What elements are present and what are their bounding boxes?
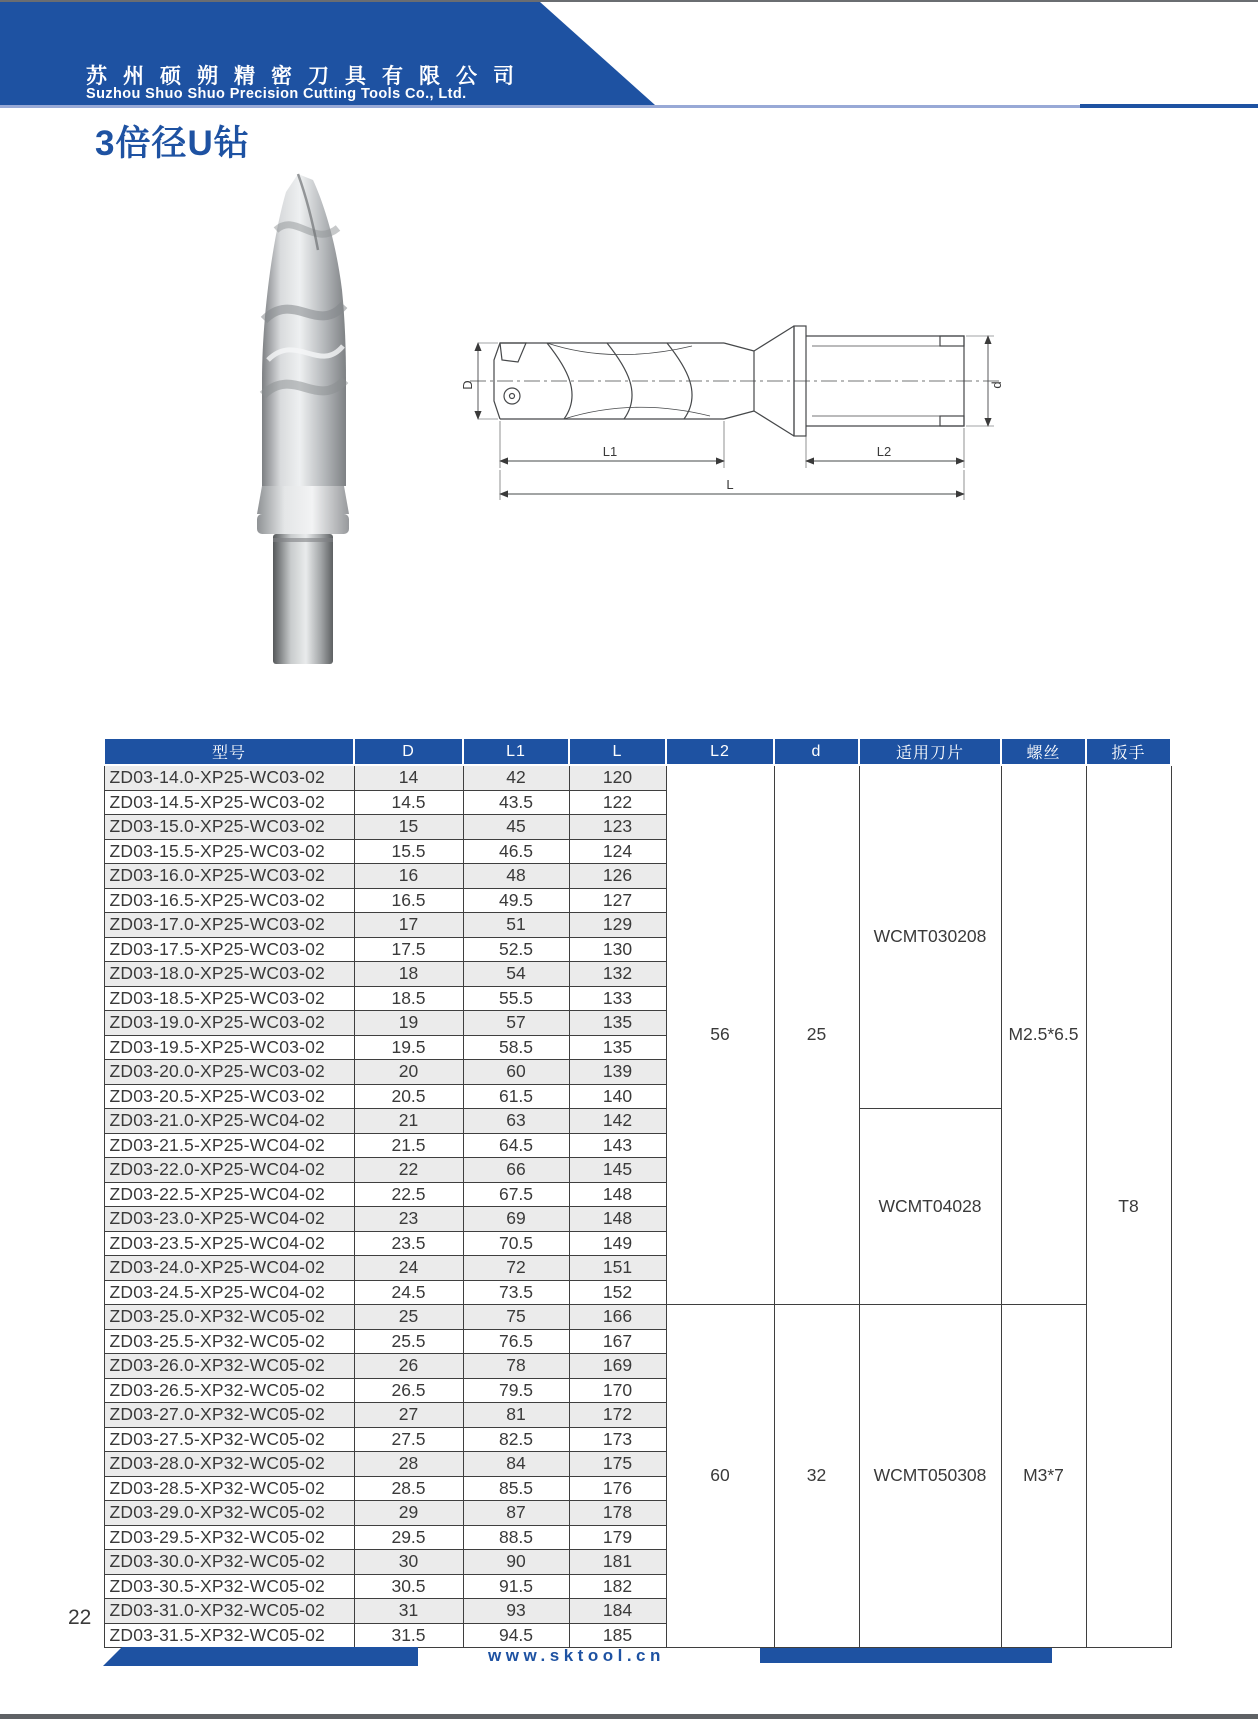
column-header-1: D <box>354 738 463 765</box>
insert-screw-center <box>510 394 515 399</box>
value-cell: 16.5 <box>354 888 463 913</box>
value-cell: 79.5 <box>463 1378 569 1403</box>
value-cell: 67.5 <box>463 1182 569 1207</box>
value-cell: 27 <box>354 1403 463 1428</box>
value-cell: 73.5 <box>463 1280 569 1305</box>
header-separator-line <box>0 105 1258 108</box>
value-cell: 48 <box>463 864 569 889</box>
value-cell: 75 <box>463 1305 569 1330</box>
value-cell: 145 <box>569 1158 666 1183</box>
column-header-3: L <box>569 738 666 765</box>
value-cell: 175 <box>569 1452 666 1477</box>
model-cell: ZD03-24.5-XP25-WC04-02 <box>104 1280 354 1305</box>
value-cell: 123 <box>569 815 666 840</box>
value-cell: 49.5 <box>463 888 569 913</box>
model-cell: ZD03-17.5-XP25-WC03-02 <box>104 937 354 962</box>
model-cell: ZD03-27.5-XP32-WC05-02 <box>104 1427 354 1452</box>
value-cell: 45 <box>463 815 569 840</box>
value-cell: 85.5 <box>463 1476 569 1501</box>
value-cell: 91.5 <box>463 1574 569 1599</box>
value-cell: 90 <box>463 1550 569 1575</box>
value-cell: 31 <box>354 1599 463 1624</box>
value-cell: 63 <box>463 1109 569 1134</box>
value-cell: 64.5 <box>463 1133 569 1158</box>
value-cell: 18 <box>354 962 463 987</box>
model-cell: ZD03-29.5-XP32-WC05-02 <box>104 1525 354 1550</box>
model-cell: ZD03-14.5-XP25-WC03-02 <box>104 790 354 815</box>
value-cell: 72 <box>463 1256 569 1281</box>
screw-merged-cell: M3*7 <box>1001 1305 1086 1648</box>
page-number: 22 <box>68 1606 92 1629</box>
value-cell: 25 <box>354 1305 463 1330</box>
value-cell: 17 <box>354 913 463 938</box>
value-cell: 166 <box>569 1305 666 1330</box>
value-cell: 55.5 <box>463 986 569 1011</box>
value-cell: 22 <box>354 1158 463 1183</box>
value-cell: 26 <box>354 1354 463 1379</box>
column-header-8: 扳手 <box>1086 738 1171 765</box>
spec-table-wrap <box>103 737 1170 1648</box>
value-cell: 135 <box>569 1011 666 1036</box>
value-cell: 23.5 <box>354 1231 463 1256</box>
value-cell: 27.5 <box>354 1427 463 1452</box>
value-cell: 152 <box>569 1280 666 1305</box>
dim-D-label: D <box>460 380 475 390</box>
value-cell: 24.5 <box>354 1280 463 1305</box>
value-cell: 52.5 <box>463 937 569 962</box>
page-top-edge <box>0 0 1258 2</box>
value-cell: 29.5 <box>354 1525 463 1550</box>
L2-merged-cell: 56 <box>666 765 774 1305</box>
spec-table <box>103 737 1172 1648</box>
value-cell: 94.5 <box>463 1623 569 1648</box>
model-cell: ZD03-29.0-XP32-WC05-02 <box>104 1501 354 1526</box>
model-cell: ZD03-20.0-XP25-WC03-02 <box>104 1060 354 1085</box>
value-cell: 66 <box>463 1158 569 1183</box>
table-row <box>104 1305 1171 1330</box>
value-cell: 129 <box>569 913 666 938</box>
value-cell: 133 <box>569 986 666 1011</box>
model-cell: ZD03-24.0-XP25-WC04-02 <box>104 1256 354 1281</box>
value-cell: 149 <box>569 1231 666 1256</box>
value-cell: 28 <box>354 1452 463 1477</box>
model-cell: ZD03-18.5-XP25-WC03-02 <box>104 986 354 1011</box>
d-merged-cell: 25 <box>774 765 859 1305</box>
company-name-en: Suzhou Shuo Shuo Precision Cutting Tools Co., Ltd. <box>86 86 467 102</box>
model-cell: ZD03-15.5-XP25-WC03-02 <box>104 839 354 864</box>
column-header-4: L2 <box>666 738 774 765</box>
value-cell: 88.5 <box>463 1525 569 1550</box>
model-cell: ZD03-28.5-XP32-WC05-02 <box>104 1476 354 1501</box>
value-cell: 179 <box>569 1525 666 1550</box>
value-cell: 120 <box>569 765 666 790</box>
drill-photo-svg <box>248 170 358 670</box>
value-cell: 60 <box>463 1060 569 1085</box>
value-cell: 84 <box>463 1452 569 1477</box>
value-cell: 139 <box>569 1060 666 1085</box>
column-header-6: 适用刀片 <box>859 738 1001 765</box>
value-cell: 23 <box>354 1207 463 1232</box>
d-merged-cell: 32 <box>774 1305 859 1648</box>
value-cell: 21 <box>354 1109 463 1134</box>
model-cell: ZD03-20.5-XP25-WC03-02 <box>104 1084 354 1109</box>
dim-L2-label: L2 <box>876 444 892 459</box>
column-header-5: d <box>774 738 859 765</box>
value-cell: 54 <box>463 962 569 987</box>
value-cell: 93 <box>463 1599 569 1624</box>
model-cell: ZD03-31.5-XP32-WC05-02 <box>104 1623 354 1648</box>
value-cell: 178 <box>569 1501 666 1526</box>
value-cell: 24 <box>354 1256 463 1281</box>
model-cell: ZD03-19.5-XP25-WC03-02 <box>104 1035 354 1060</box>
page-bottom-edge <box>0 1714 1258 1719</box>
model-cell: ZD03-17.0-XP25-WC03-02 <box>104 913 354 938</box>
model-cell: ZD03-28.0-XP32-WC05-02 <box>104 1452 354 1477</box>
value-cell: 22.5 <box>354 1182 463 1207</box>
model-cell: ZD03-18.0-XP25-WC03-02 <box>104 962 354 987</box>
technical-drawing-svg <box>452 298 1017 526</box>
header-separator-line-dark <box>1080 104 1258 108</box>
model-cell: ZD03-26.5-XP32-WC05-02 <box>104 1378 354 1403</box>
insert-merged-cell: WCMT04028 <box>859 1109 1001 1305</box>
insert-merged-cell: WCMT050308 <box>859 1305 1001 1648</box>
value-cell: 43.5 <box>463 790 569 815</box>
value-cell: 182 <box>569 1574 666 1599</box>
footer-website: www.sktool.cn <box>488 1646 665 1665</box>
table-row <box>104 765 1171 790</box>
drill-collar <box>257 514 349 534</box>
value-cell: 30 <box>354 1550 463 1575</box>
value-cell: 167 <box>569 1329 666 1354</box>
value-cell: 51 <box>463 913 569 938</box>
model-cell: ZD03-21.5-XP25-WC04-02 <box>104 1133 354 1158</box>
drill-photo <box>248 170 358 670</box>
value-cell: 122 <box>569 790 666 815</box>
model-cell: ZD03-16.5-XP25-WC03-02 <box>104 888 354 913</box>
value-cell: 130 <box>569 937 666 962</box>
insert-pocket <box>500 343 526 362</box>
value-cell: 57 <box>463 1011 569 1036</box>
value-cell: 69 <box>463 1207 569 1232</box>
drill-shank-ring <box>273 538 333 542</box>
model-cell: ZD03-23.5-XP25-WC04-02 <box>104 1231 354 1256</box>
model-cell: ZD03-25.0-XP32-WC05-02 <box>104 1305 354 1330</box>
value-cell: 170 <box>569 1378 666 1403</box>
footer-left-bar <box>103 1647 418 1666</box>
flute-back-1 <box>547 343 692 355</box>
value-cell: 176 <box>569 1476 666 1501</box>
spec-table-body <box>104 765 1171 1648</box>
model-cell: ZD03-27.0-XP32-WC05-02 <box>104 1403 354 1428</box>
value-cell: 127 <box>569 888 666 913</box>
value-cell: 28.5 <box>354 1476 463 1501</box>
model-cell: ZD03-23.0-XP25-WC04-02 <box>104 1207 354 1232</box>
value-cell: 58.5 <box>463 1035 569 1060</box>
footer-right-bar <box>760 1648 1052 1663</box>
clamp-notch-bottom <box>940 416 964 426</box>
drill-collar-cone <box>257 486 349 514</box>
value-cell: 78 <box>463 1354 569 1379</box>
value-cell: 169 <box>569 1354 666 1379</box>
value-cell: 148 <box>569 1207 666 1232</box>
value-cell: 124 <box>569 839 666 864</box>
value-cell: 126 <box>569 864 666 889</box>
value-cell: 173 <box>569 1427 666 1452</box>
value-cell: 15.5 <box>354 839 463 864</box>
dim-d-label: d <box>989 381 1004 389</box>
model-cell: ZD03-30.0-XP32-WC05-02 <box>104 1550 354 1575</box>
value-cell: 19.5 <box>354 1035 463 1060</box>
value-cell: 87 <box>463 1501 569 1526</box>
model-cell: ZD03-16.0-XP25-WC03-02 <box>104 864 354 889</box>
value-cell: 143 <box>569 1133 666 1158</box>
model-cell: ZD03-14.0-XP25-WC03-02 <box>104 765 354 790</box>
value-cell: 82.5 <box>463 1427 569 1452</box>
model-cell: ZD03-25.5-XP32-WC05-02 <box>104 1329 354 1354</box>
value-cell: 184 <box>569 1599 666 1624</box>
screw-merged-cell: M2.5*6.5 <box>1001 765 1086 1305</box>
value-cell: 18.5 <box>354 986 463 1011</box>
value-cell: 81 <box>463 1403 569 1428</box>
clamp-notch-top <box>940 336 964 346</box>
value-cell: 132 <box>569 962 666 987</box>
page-title: 3倍径U钻 <box>95 124 250 163</box>
model-cell: ZD03-22.0-XP25-WC04-02 <box>104 1158 354 1183</box>
value-cell: 20.5 <box>354 1084 463 1109</box>
value-cell: 21.5 <box>354 1133 463 1158</box>
drill-shank <box>273 534 333 664</box>
model-cell: ZD03-15.0-XP25-WC03-02 <box>104 815 354 840</box>
model-cell: ZD03-30.5-XP32-WC05-02 <box>104 1574 354 1599</box>
value-cell: 42 <box>463 765 569 790</box>
value-cell: 46.5 <box>463 839 569 864</box>
value-cell: 142 <box>569 1109 666 1134</box>
column-header-7: 螺丝 <box>1001 738 1086 765</box>
value-cell: 181 <box>569 1550 666 1575</box>
value-cell: 29 <box>354 1501 463 1526</box>
value-cell: 76.5 <box>463 1329 569 1354</box>
value-cell: 25.5 <box>354 1329 463 1354</box>
value-cell: 26.5 <box>354 1378 463 1403</box>
model-cell: ZD03-21.0-XP25-WC04-02 <box>104 1109 354 1134</box>
value-cell: 14 <box>354 765 463 790</box>
value-cell: 185 <box>569 1623 666 1648</box>
model-cell: ZD03-22.5-XP25-WC04-02 <box>104 1182 354 1207</box>
value-cell: 14.5 <box>354 790 463 815</box>
model-cell: ZD03-26.0-XP32-WC05-02 <box>104 1354 354 1379</box>
value-cell: 135 <box>569 1035 666 1060</box>
model-cell: ZD03-19.0-XP25-WC03-02 <box>104 1011 354 1036</box>
value-cell: 16 <box>354 864 463 889</box>
value-cell: 15 <box>354 815 463 840</box>
value-cell: 31.5 <box>354 1623 463 1648</box>
wrench-merged-cell: T8 <box>1086 765 1171 1648</box>
dim-L-label: L <box>726 477 734 492</box>
L2-merged-cell: 60 <box>666 1305 774 1648</box>
technical-drawing <box>452 298 1017 526</box>
value-cell: 30.5 <box>354 1574 463 1599</box>
value-cell: 70.5 <box>463 1231 569 1256</box>
value-cell: 140 <box>569 1084 666 1109</box>
value-cell: 61.5 <box>463 1084 569 1109</box>
value-cell: 17.5 <box>354 937 463 962</box>
value-cell: 172 <box>569 1403 666 1428</box>
company-name-cn: 苏州硕朔精密刀具有限公司 <box>86 65 530 88</box>
column-header-2: L1 <box>463 738 569 765</box>
spec-table-header <box>104 738 1171 765</box>
value-cell: 19 <box>354 1011 463 1036</box>
value-cell: 148 <box>569 1182 666 1207</box>
model-cell: ZD03-31.0-XP32-WC05-02 <box>104 1599 354 1624</box>
insert-screw <box>504 388 520 404</box>
dim-L1-label: L1 <box>602 444 618 459</box>
column-header-0: 型号 <box>104 738 354 765</box>
value-cell: 151 <box>569 1256 666 1281</box>
insert-merged-cell: WCMT030208 <box>859 765 1001 1109</box>
value-cell: 20 <box>354 1060 463 1085</box>
drill-body <box>262 174 346 486</box>
